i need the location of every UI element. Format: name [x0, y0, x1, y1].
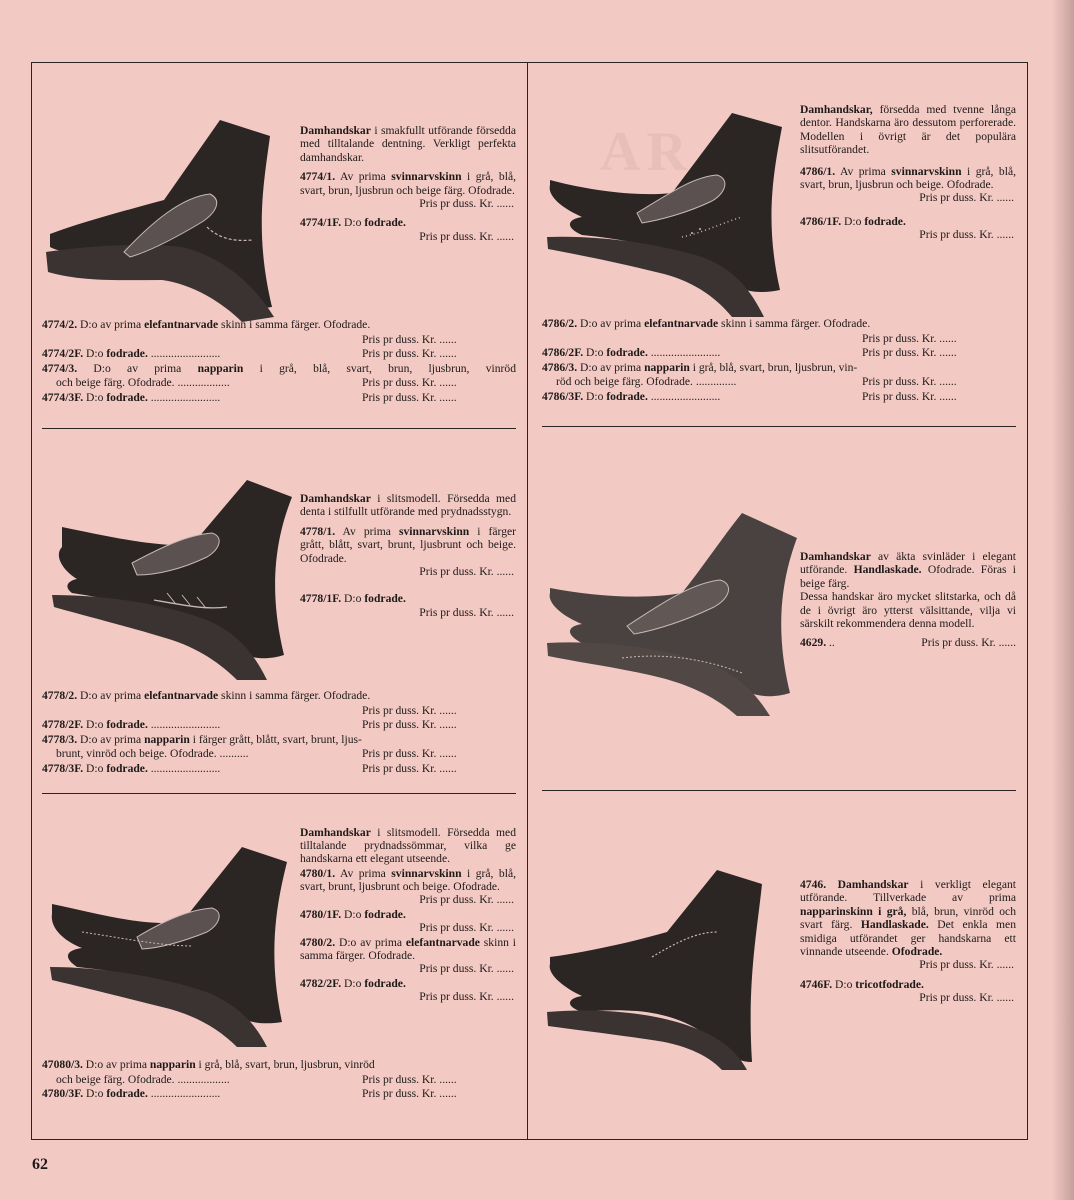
- page-number: 62: [32, 1156, 48, 1173]
- price-label: Pris pr duss. Kr. ......: [419, 605, 514, 619]
- item-material: fodrade.: [364, 908, 406, 921]
- item-material: fodrade.: [106, 718, 148, 732]
- item-text: D:o: [341, 216, 365, 230]
- product-intro: försedda med tvenne långa dentor. Handskarna äro dessutom perforerade. Modellen i övrigt är det populära slitsutförandet.: [800, 103, 1016, 157]
- variant-row: [42, 1087, 516, 1102]
- item-text: D:o: [341, 592, 365, 606]
- product-heading: Damhandskar: [300, 492, 371, 505]
- item-code: 4774/3.: [42, 361, 78, 375]
- price-label: Pris pr duss. Kr. ......: [419, 197, 514, 211]
- price-label: Pris pr duss. Kr. ......: [362, 390, 457, 404]
- price-label: Pris pr duss. Kr. ......: [919, 228, 1014, 242]
- separator: [542, 790, 1016, 791]
- item-text: D:o: [83, 390, 107, 404]
- item-text: D:o: [83, 718, 107, 732]
- price-label: Pris pr duss. Kr. ......: [919, 991, 1014, 1005]
- item-code: 4774/2.: [42, 318, 78, 331]
- product-description-4629: [800, 550, 1016, 656]
- glove-pair-icon: [542, 862, 792, 1072]
- item-code: 4778/2F.: [42, 718, 84, 732]
- item-text: Av prima: [835, 164, 892, 178]
- item-code: 4774/3F.: [42, 390, 84, 404]
- price-label: Pris pr duss. Kr. ......: [862, 375, 957, 389]
- item-text: brunt, vinröd och beige. Ofodrade. ..........: [56, 747, 249, 761]
- item-material: fodrade.: [606, 389, 648, 403]
- price-label: Pris pr duss. Kr. ......: [419, 229, 514, 243]
- item-code: 4778/2.: [42, 689, 78, 702]
- item-material: tricotfodrade.: [855, 977, 924, 991]
- item-material: elefantnarvade: [644, 317, 719, 330]
- item-text: ........................: [647, 389, 721, 403]
- price-label: Pris pr duss. Kr. ......: [362, 761, 457, 775]
- variant-row: [42, 318, 516, 333]
- item-text: ........................: [147, 390, 221, 404]
- product-intro: Det enkla men smidiga utförandet ger handskarna ett vinnande utseende.: [800, 918, 1016, 959]
- item-text: i grå, blå, svart, brun, ljusbrun, vinröd: [243, 361, 516, 375]
- item-text: ..: [826, 636, 838, 650]
- product-feature: Handlaskade.: [853, 563, 922, 577]
- item-text: D:o av prima: [577, 360, 645, 374]
- item-text: ........................: [647, 346, 721, 360]
- product-intro: i slitsmodell. Försedda med tilltalande prydnadssömmar, vilka ge handskarna ett elegant utseende.: [300, 826, 516, 865]
- product-feature: Ofodrade.: [891, 945, 943, 959]
- item-text: i grå, blå, svart, brun, ljusbrun, vin-: [689, 360, 858, 374]
- product-intro: Ofodrade. Föras i beige färg.: [800, 563, 1016, 590]
- item-text: D:o av prima: [577, 317, 645, 330]
- item-material: fodrade.: [606, 346, 648, 360]
- item-material: fodrade.: [364, 216, 406, 230]
- product-heading: 4746. Damhandskar: [800, 878, 909, 891]
- show-through-text: AR: [600, 121, 693, 183]
- item-text: Av prima: [335, 867, 392, 880]
- glove-pair-icon: [42, 842, 292, 1052]
- product-heading: Damhandskar: [300, 124, 371, 137]
- item-material: svinnarvskinn: [391, 867, 462, 880]
- item-material: svinnarvskinn: [398, 524, 470, 538]
- item-text: D:o av prima: [82, 1058, 150, 1071]
- item-text: D:o: [83, 347, 107, 361]
- item-text: Av prima: [335, 524, 399, 538]
- variant-row: [42, 762, 516, 777]
- item-material: fodrade.: [106, 347, 148, 361]
- column-divider: [527, 62, 528, 1140]
- product-description-4786: [800, 103, 1016, 248]
- item-code: 4629.: [800, 636, 827, 650]
- variant-row: [542, 390, 1016, 405]
- product-intro: i slitsmodell. Försedda med denta i stilfullt utförande med prydnadsstygn.: [300, 492, 516, 519]
- item-text: och beige färg. Ofodrade. ..................: [56, 1072, 230, 1086]
- item-code: 4780/3F.: [42, 1087, 84, 1101]
- item-code: 4778/3.: [42, 732, 78, 746]
- price-label: Pris pr duss. Kr. ......: [362, 332, 457, 346]
- item-text: ........................: [147, 718, 221, 732]
- item-code: 4778/1.: [300, 524, 336, 538]
- item-text: Av prima: [335, 170, 392, 184]
- price-label: Pris pr duss. Kr. ......: [362, 1072, 457, 1086]
- item-code: 4746F.: [800, 977, 833, 991]
- item-material: fodrade.: [364, 592, 406, 606]
- glove-pair-icon: [42, 475, 292, 685]
- variant-row: [42, 733, 516, 748]
- price-label: Pris pr duss. Kr. ......: [419, 565, 514, 579]
- item-code: 4786/1F.: [800, 214, 842, 228]
- item-code: 4786/3F.: [542, 389, 584, 403]
- item-code: 4778/3F.: [42, 761, 84, 775]
- item-material: elefantnarvade: [405, 936, 480, 949]
- item-material: napparin: [197, 361, 244, 375]
- item-code: 47080/3.: [42, 1058, 83, 1071]
- product-description-4780: [300, 826, 516, 1003]
- variant-row: [42, 704, 516, 719]
- price-label: Pris pr duss. Kr. ......: [362, 703, 457, 717]
- item-text: D:o: [832, 977, 856, 991]
- item-material: svinnarvskinn: [891, 164, 962, 178]
- item-text: D:o: [341, 908, 365, 921]
- variant-row: [42, 689, 516, 704]
- variant-row: [542, 332, 1016, 347]
- variant-row: [542, 375, 1016, 390]
- item-material: napparin: [149, 1058, 196, 1071]
- product-intro: i smakfullt utförande försedda med tilltalande dentning. Verkligt perfekta damhandskar.: [300, 124, 516, 164]
- variant-row: [542, 361, 1016, 376]
- item-text: skinn i samma färger. Ofodrade.: [218, 318, 371, 331]
- page-edge-shadow: [1052, 0, 1074, 1200]
- product-intro: av äkta svinläder i elegant utförande.: [800, 550, 1016, 577]
- item-text: D:o av prima: [77, 361, 198, 375]
- price-label: Pris pr duss. Kr. ......: [919, 191, 1014, 205]
- price-label: Pris pr duss. Kr. ......: [419, 921, 514, 934]
- item-text: skinn i samma färger. Ofodrade.: [718, 317, 871, 330]
- item-code: 4774/1F.: [300, 216, 342, 230]
- item-text: D:o: [583, 389, 607, 403]
- variant-list-4778: [42, 689, 516, 777]
- variant-row: [542, 346, 1016, 361]
- product-recommendation: Dessa handskar äro mycket slitstarka, och då de i övrigt äro ytterst välsittande, vilja vi särskilt rekommendera denna modell.: [800, 590, 1016, 631]
- variant-row: [42, 1073, 516, 1088]
- item-text: ........................: [147, 1087, 221, 1101]
- item-code: 4780/2.: [300, 936, 336, 949]
- price-label: Pris pr duss. Kr. ......: [862, 346, 957, 360]
- variant-row: [42, 362, 516, 377]
- item-code: 4774/1.: [300, 170, 336, 184]
- item-text: D:o: [83, 1087, 107, 1101]
- item-material: elefantnarvade: [144, 689, 219, 702]
- product-material: napparinskinn i grå,: [800, 904, 907, 918]
- item-text: röd och beige färg. Ofodrade. ..............: [556, 375, 737, 389]
- product-description-4774: [300, 124, 516, 249]
- item-text: i färger grått, blått, svart, brunt, ljusbrunt och beige. Ofodrade.: [300, 524, 516, 565]
- item-text: D:o: [341, 977, 365, 990]
- variant-list-4774: [42, 318, 516, 406]
- item-code: 4786/3.: [542, 360, 578, 374]
- separator: [42, 793, 516, 794]
- separator: [42, 428, 516, 429]
- item-code: 4780/1F.: [300, 908, 342, 921]
- item-code: 4780/1.: [300, 867, 336, 880]
- item-material: fodrade.: [106, 390, 148, 404]
- product-intro: blå, brun, vinröd och svart färg.: [800, 904, 1016, 932]
- variant-row: [42, 347, 516, 362]
- item-code: 4778/1F.: [300, 592, 342, 606]
- price-label: Pris pr duss. Kr. ......: [862, 389, 957, 403]
- glove-pair-icon: [542, 105, 792, 320]
- price-label: Pris pr duss. Kr. ......: [362, 347, 457, 361]
- variant-row: [542, 317, 1016, 332]
- item-text: D:o av prima: [335, 936, 406, 949]
- item-text: i grå, blå, svart, brun, ljusbrun, vinröd: [195, 1058, 375, 1071]
- product-heading: Damhandskar: [800, 550, 871, 563]
- separator: [542, 426, 1016, 427]
- item-text: D:o: [583, 346, 607, 360]
- item-text: i färger grått, blått, svart, brunt, ljus-: [189, 732, 362, 746]
- variant-row: [42, 1058, 516, 1073]
- item-material: fodrade.: [106, 1087, 148, 1101]
- item-text: i grå, blå, svart, brun, ljusbrun och beige färg. Ofodrade.: [300, 170, 516, 197]
- item-code: 4786/1.: [800, 164, 836, 178]
- item-text: D:o: [841, 214, 865, 228]
- item-text: D:o av prima: [77, 318, 145, 331]
- item-material: fodrade.: [364, 977, 406, 990]
- item-code: 4786/2.: [542, 317, 578, 330]
- glove-pair-icon: [542, 508, 802, 718]
- item-text: ........................: [147, 761, 221, 775]
- item-text: i grå, blå, svart, brun, ljusbrun och beige. Ofodrade.: [800, 164, 1016, 192]
- variant-row: [42, 747, 516, 762]
- price-label: Pris pr duss. Kr. ......: [419, 990, 514, 1003]
- price-label: Pris pr duss. Kr. ......: [362, 718, 457, 732]
- item-text: skinn i samma färger. Ofodrade.: [300, 936, 516, 962]
- item-material: fodrade.: [864, 214, 906, 228]
- product-description-4778: [300, 492, 516, 625]
- price-label: Pris pr duss. Kr. ......: [362, 376, 457, 390]
- variant-row: [42, 391, 516, 406]
- variant-row: [42, 333, 516, 348]
- item-code: 4786/2F.: [542, 346, 584, 360]
- item-code: 4782/2F.: [300, 977, 342, 990]
- price-label: Pris pr duss. Kr. ......: [419, 962, 514, 975]
- price-label: Pris pr duss. Kr. ......: [362, 747, 457, 761]
- variant-row: [42, 718, 516, 733]
- price-label: Pris pr duss. Kr. ......: [419, 893, 514, 906]
- item-material: elefantnarvade: [144, 318, 219, 331]
- item-text: i grå, blå, svart, brunt, ljusbrunt och beige. Ofodrade.: [300, 867, 516, 893]
- price-label: Pris pr duss. Kr. ......: [362, 1087, 457, 1101]
- item-text: D:o: [83, 761, 107, 775]
- glove-pair-icon: [42, 112, 292, 322]
- product-heading: Damhandskar: [300, 826, 371, 839]
- item-material: napparin: [144, 732, 190, 746]
- price-label: Pris pr duss. Kr. ......: [862, 331, 957, 345]
- item-material: fodrade.: [106, 761, 148, 775]
- item-text: D:o av prima: [77, 689, 145, 702]
- price-label: Pris pr duss. Kr. ......: [919, 958, 1014, 972]
- product-description-4746: [800, 878, 1016, 1011]
- item-code: 4774/2F.: [42, 347, 84, 361]
- product-feature: Handlaskade.: [860, 918, 929, 932]
- variant-row: [42, 376, 516, 391]
- price-label: Pris pr duss. Kr. ......: [921, 636, 1016, 650]
- variant-list-4780: [42, 1058, 516, 1102]
- product-intro: i verkligt elegant utförande. Tillverkade av prima: [800, 878, 1016, 905]
- product-heading: Damhandskar,: [800, 103, 873, 116]
- item-material: napparin: [644, 360, 690, 374]
- item-text: ........................: [147, 347, 221, 361]
- item-material: svinnarvskinn: [391, 170, 462, 184]
- item-text: D:o av prima: [77, 732, 145, 746]
- item-text: skinn i samma färger. Ofodrade.: [218, 689, 371, 702]
- item-text: och beige färg. Ofodrade. ..................: [56, 376, 230, 390]
- variant-list-4786: [542, 317, 1016, 405]
